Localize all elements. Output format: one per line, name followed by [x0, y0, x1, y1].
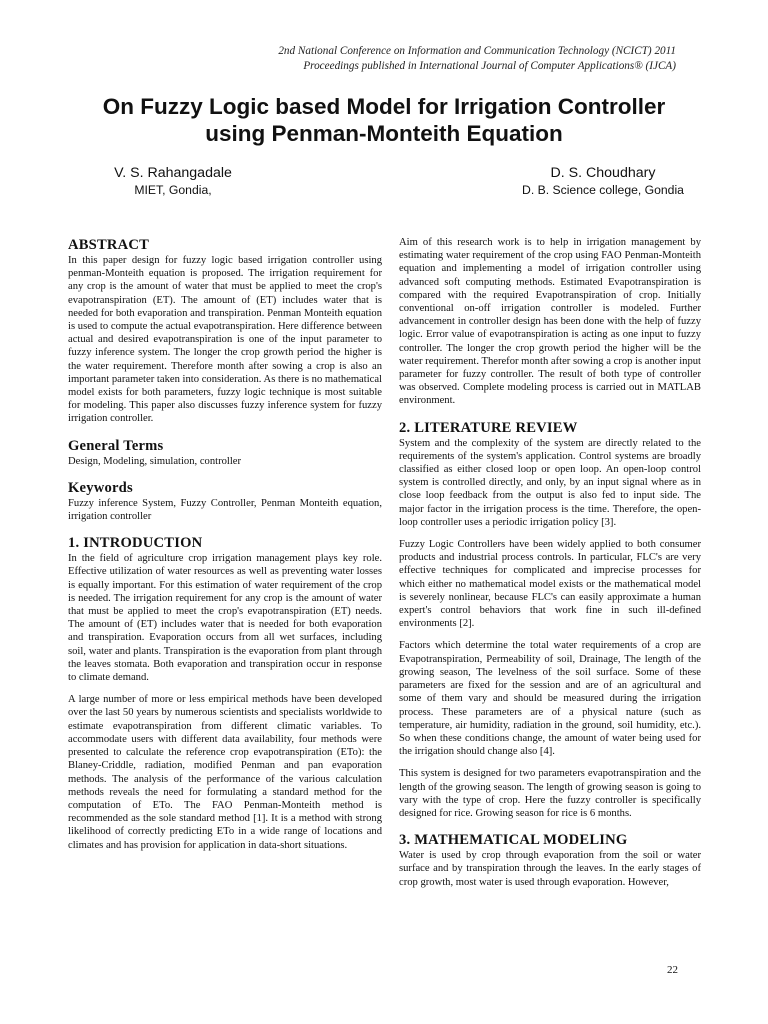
- abstract-text: In this paper design for fuzzy logic based irrigation controller using penman-Monteith equation is proposed. The irrigation requirement for any crop is the amount of water that must be applied to meet the crop's evapotranspiration (ET). The amount of (ET) includes water that is needed for both evaporation and transpiration. Penman Monteith equation is used to compute the actual evapotranspiration. Here difference between actual and desired evapotranspiration is one of the input parameter to fuzzy inference system. The longer the crop growth period the higher is the water requirement. Therefore month after sowing a crop is also an important parameter taken into consideration. As there is no mathematical model exists for both parameters, fuzzy logic technique is most suitable for modeling. This paper also discusses fuzzy inference system for fuzzy irrigation controller.: [68, 255, 382, 425]
- mathematical-modeling-heading: 3. MATHEMATICAL MODELING: [399, 832, 628, 849]
- author-2-affiliation: D. B. Science college, Gondia: [522, 183, 684, 197]
- paper-title: [40, 93, 728, 147]
- general-terms-heading: General Terms: [68, 437, 164, 454]
- literature-paragraph-3: Factors which determine the total water requirements of a crop are Evapotranspiration, Permeability of soil, Drainage, The length of the growing season, The levelness of the soil surface. Some of these parameters are fixed for the session and are of an agricultural and some of them vary and should be measured during the irrigation process. These parameters are of a physical nature (such as temperature, air humidity, radiation in the ground, soil humidity, etc.). So when these conditions change, the amount of water being used for the irrigation should change also [4].: [399, 640, 701, 758]
- aim-paragraph: Aim of this research work is to help in irrigation management by estimating water requirement of the crop using FAO Penman-Monteith equation and implementing a model of irrigation controller using advanced soft computing methods. Estimated Evapotranspiration is compared with the required Evapotranspiration of crop. Initially conventional on-off irrigation controller is modeled. Further advancement in controller design has been done with the help of fuzzy logic. Error value of evapotranspiration is acting as one input to fuzzy controller. The longer the crop growth period the higher will be the water requirement. Therefor month after sowing a crop is another input parameter for fuzzy controller. The result of both type of controller was observed. Complete modeling process is carried out in MATLAB environment.: [399, 237, 701, 407]
- keywords-text: Fuzzy inference System, Fuzzy Controller, Penman Monteith equation, irrigation controller: [68, 497, 382, 523]
- right-column: [399, 236, 701, 889]
- title-line-2: using Penman-Monteith Equation: [205, 121, 563, 146]
- general-terms-text: Design, Modeling, simulation, controller: [68, 455, 242, 467]
- title-line-1: On Fuzzy Logic based Model for Irrigation Controller: [102, 94, 666, 119]
- introduction-heading: 1. INTRODUCTION: [68, 535, 203, 552]
- keywords-heading: Keywords: [68, 479, 133, 496]
- mathematical-modeling-paragraph: Water is used by crop through evaporation from the soil or water surface and by transpiration through the leaves. In the early stages of crop growth, most water is used through evaporation. However,: [399, 850, 701, 888]
- literature-review-heading: 2. LITERATURE REVIEW: [399, 419, 578, 436]
- introduction-paragraph-2: A large number of more or less empirical methods have been developed over the last 50 years by numerous scientists and specialists worldwide to estimate evapotranspiration from different climatic variables. To accommodate users with different data availability, four methods were presented to calculate the reference crop evapotranspiration (ETo): the Blaney-Criddle, radiation, modified Penman and pan evaporation methods. The analysis of the performance of the various calculation methods reveals the need for formulating a standard method for the computation of ETo. The FAO Penman-Monteith method is recommended as the sole standard method [1]. It is a method with strong likelihood of correctly predicting ETo in a wide range of locations and climates and has provision for application in data-short situations.: [68, 694, 382, 851]
- author-2-name: D. S. Choudhary: [550, 165, 656, 181]
- left-column: [68, 236, 382, 852]
- author-2: [488, 164, 718, 198]
- literature-paragraph-2: Fuzzy Logic Controllers have been widely applied to both consumer products and industrial process controls. In particular, FLC's are very effective techniques for complicated and imprecise processes for which either no mathematical model exists or the mathematical model is severely nonlinear, because FLC's can easily approximate a human expert's control behaviors that work fine in such ill-defined environments [2].: [399, 539, 701, 630]
- author-1-affiliation: MIET, Gondia,: [134, 183, 212, 197]
- abstract-heading: ABSTRACT: [68, 237, 150, 253]
- header-line-2: Proceedings published in International Journal of Computer Applications® (IJCA): [303, 60, 676, 72]
- literature-paragraph-1: System and the complexity of the system are directly related to the requirements of the system's application. Control systems are broadly classified as either closed loop or open loop. An open-loop control system is controlled directly, and only, by an input signal where as in close loop feedback from the output is also fed to input side. The major factor in the irrigation process is the time. Therefore, the open-loop controller uses a periodic irrigation policy [3].: [399, 437, 701, 528]
- page-number: 22: [667, 964, 678, 976]
- literature-paragraph-4: This system is designed for two parameters evapotranspiration and the length of the growing season. The length of growing season is going to vary with the type of crop. Here the fuzzy controller is specifically designed for rice. Growing season for rice is 6 months.: [399, 768, 701, 819]
- header-line-1: 2nd National Conference on Information and Communication Technology (NCICT) 2011: [278, 45, 676, 57]
- conference-header: [278, 44, 676, 74]
- author-1: [78, 164, 268, 198]
- author-1-name: V. S. Rahangadale: [114, 165, 232, 181]
- introduction-paragraph-1: In the field of agriculture crop irrigation management plays key role. Effective utilization of water resources as well as preventing water losses is equally important. For this estimation of water requirement of the crop is needed. The irrigation requirement for any crop is the amount of water that must be applied to meet the crop's evapotranspiration (ET) needs. The amount of (ET) includes water that is needed for both evaporation and transpiration. Evaporation occurs from all wet surfaces, including soil, water and plants. Transpiration is the evaporation from plant through the leaves stomata. Both evaporation and transpiration occur in response to climate demand.: [68, 553, 382, 684]
